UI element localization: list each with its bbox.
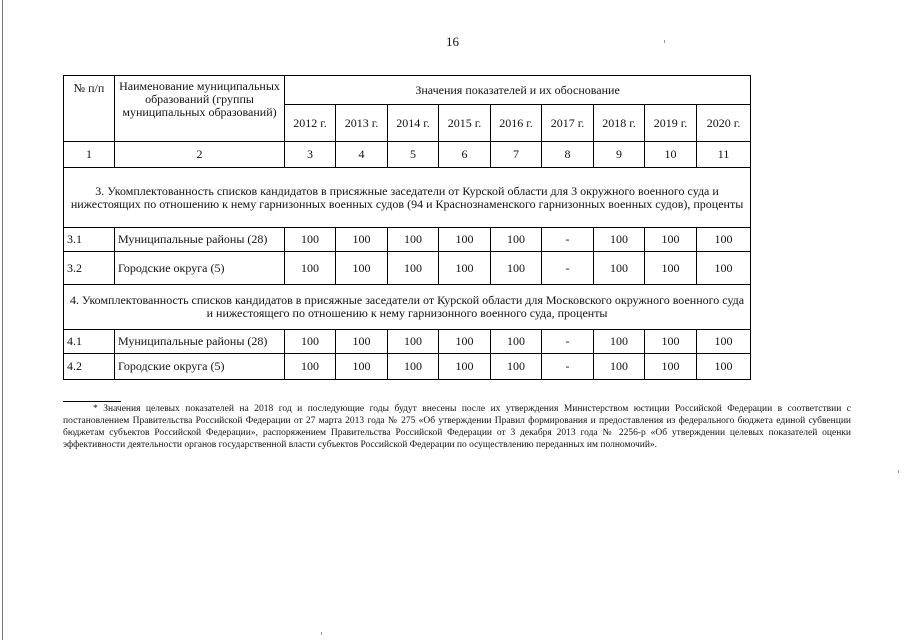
column-number: 2 xyxy=(115,142,285,168)
year-cell: 2015 г. xyxy=(439,105,491,142)
value-cell: 100 xyxy=(285,228,336,252)
value-cell: 100 xyxy=(439,330,491,354)
value-cell: - xyxy=(542,252,594,285)
row-name: Городские округа (5) xyxy=(115,252,285,285)
value-cell: 100 xyxy=(594,252,645,285)
column-numbers-row xyxy=(64,142,751,168)
value-cell: 100 xyxy=(439,252,491,285)
value-cell: 100 xyxy=(388,354,439,380)
table-row xyxy=(64,354,751,380)
value-cell: 100 xyxy=(491,354,542,380)
section-title: 4. Укомплектованность списков кандидатов в присяжные заседатели от Курской области для Московского окружного военного суда и нижестоящего по отношению к нему гарнизонного военного суда, проценты xyxy=(64,285,751,330)
value-cell: 100 xyxy=(491,228,542,252)
column-number: 11 xyxy=(697,142,751,168)
value-cell: 100 xyxy=(285,252,336,285)
value-cell: 100 xyxy=(285,330,336,354)
section-title: 3. Укомплектованность списков кандидатов в присяжные заседатели от Курской области для 3 окружного военного суда и нижестоящих по отношению к нему гарнизонных военных судов (94 и Краснознаменского гарнизонных военных судов), проценты xyxy=(64,168,751,228)
header-row xyxy=(64,76,751,105)
column-number: 4 xyxy=(336,142,388,168)
year-cell: 2013 г. xyxy=(336,105,388,142)
page-number: 16 xyxy=(446,34,459,49)
year-cell: 2018 г. xyxy=(594,105,645,142)
value-cell: 100 xyxy=(336,330,388,354)
value-cell: 100 xyxy=(388,228,439,252)
footnote-rule xyxy=(63,401,121,402)
value-cell: 100 xyxy=(285,354,336,380)
column-number: 10 xyxy=(645,142,697,168)
value-cell: 100 xyxy=(336,252,388,285)
row-number: 3.1 xyxy=(64,228,115,252)
column-number: 7 xyxy=(491,142,542,168)
value-cell: 100 xyxy=(645,228,697,252)
year-cell: 2012 г. xyxy=(285,105,336,142)
table-row xyxy=(64,228,751,252)
value-cell: 100 xyxy=(336,354,388,380)
year-cell: 2019 г. xyxy=(645,105,697,142)
column-number: 6 xyxy=(439,142,491,168)
value-cell: 100 xyxy=(594,354,645,380)
value-cell: 100 xyxy=(645,252,697,285)
column-number: 1 xyxy=(64,142,115,168)
value-cell: 100 xyxy=(645,330,697,354)
value-cell: 100 xyxy=(491,252,542,285)
year-cell: 2014 г. xyxy=(388,105,439,142)
value-cell: 100 xyxy=(594,228,645,252)
scan-speck xyxy=(898,470,899,473)
table-row xyxy=(64,252,751,285)
value-cell: - xyxy=(542,228,594,252)
scan-edge xyxy=(2,0,3,640)
indicators-table xyxy=(63,75,751,380)
value-cell: 100 xyxy=(645,354,697,380)
value-cell: 100 xyxy=(697,330,751,354)
column-number: 5 xyxy=(388,142,439,168)
header-col-num: № п/п xyxy=(64,76,115,142)
section-title-row xyxy=(64,285,751,330)
value-cell: 100 xyxy=(697,354,751,380)
value-cell: - xyxy=(542,354,594,380)
column-number: 8 xyxy=(542,142,594,168)
section-title-row xyxy=(64,168,751,228)
value-cell: 100 xyxy=(594,330,645,354)
header-col-name: Наименование муниципальных образований (группы муниципальных образований) xyxy=(115,76,285,142)
scan-speck xyxy=(321,632,322,635)
row-number: 4.1 xyxy=(64,330,115,354)
row-name: Муниципальные районы (28) xyxy=(115,330,285,354)
value-cell: 100 xyxy=(697,252,751,285)
value-cell: 100 xyxy=(439,228,491,252)
column-number: 3 xyxy=(285,142,336,168)
year-cell: 2016 г. xyxy=(491,105,542,142)
value-cell: - xyxy=(542,330,594,354)
row-number: 3.2 xyxy=(64,252,115,285)
row-name: Городские округа (5) xyxy=(115,354,285,380)
value-cell: 100 xyxy=(336,228,388,252)
column-number: 9 xyxy=(594,142,645,168)
year-cell: 2020 г. xyxy=(697,105,751,142)
value-cell: 100 xyxy=(388,330,439,354)
value-cell: 100 xyxy=(491,330,542,354)
header-col-values: Значения показателей и их обоснование xyxy=(285,76,751,105)
year-cell: 2017 г. xyxy=(542,105,594,142)
row-number: 4.2 xyxy=(64,354,115,380)
value-cell: 100 xyxy=(439,354,491,380)
table-row xyxy=(64,330,751,354)
row-name: Муниципальные районы (28) xyxy=(115,228,285,252)
value-cell: 100 xyxy=(388,252,439,285)
footnote: * Значения целевых показателей на 2018 год и последующие годы будут внесены после их утверждения Министерством юстиции Российской Федерации в соответствии с постановлением Правительства Российской Федерации от 27 марта 2013 года № 275 «Об утверждении Правил формирования и предоставления из федерального бюджета единой субвенции бюджетам субъектов Российской Федерации», распоряжением Правительства Российской Федерации от 3 декабря 2013 года № 2256-р «Об утверждении целевых показателей оценки эффективности деятельности органов государственной власти субъектов Российской Федерации по осуществлению переданных им полномочий». xyxy=(63,404,851,450)
value-cell: 100 xyxy=(697,228,751,252)
